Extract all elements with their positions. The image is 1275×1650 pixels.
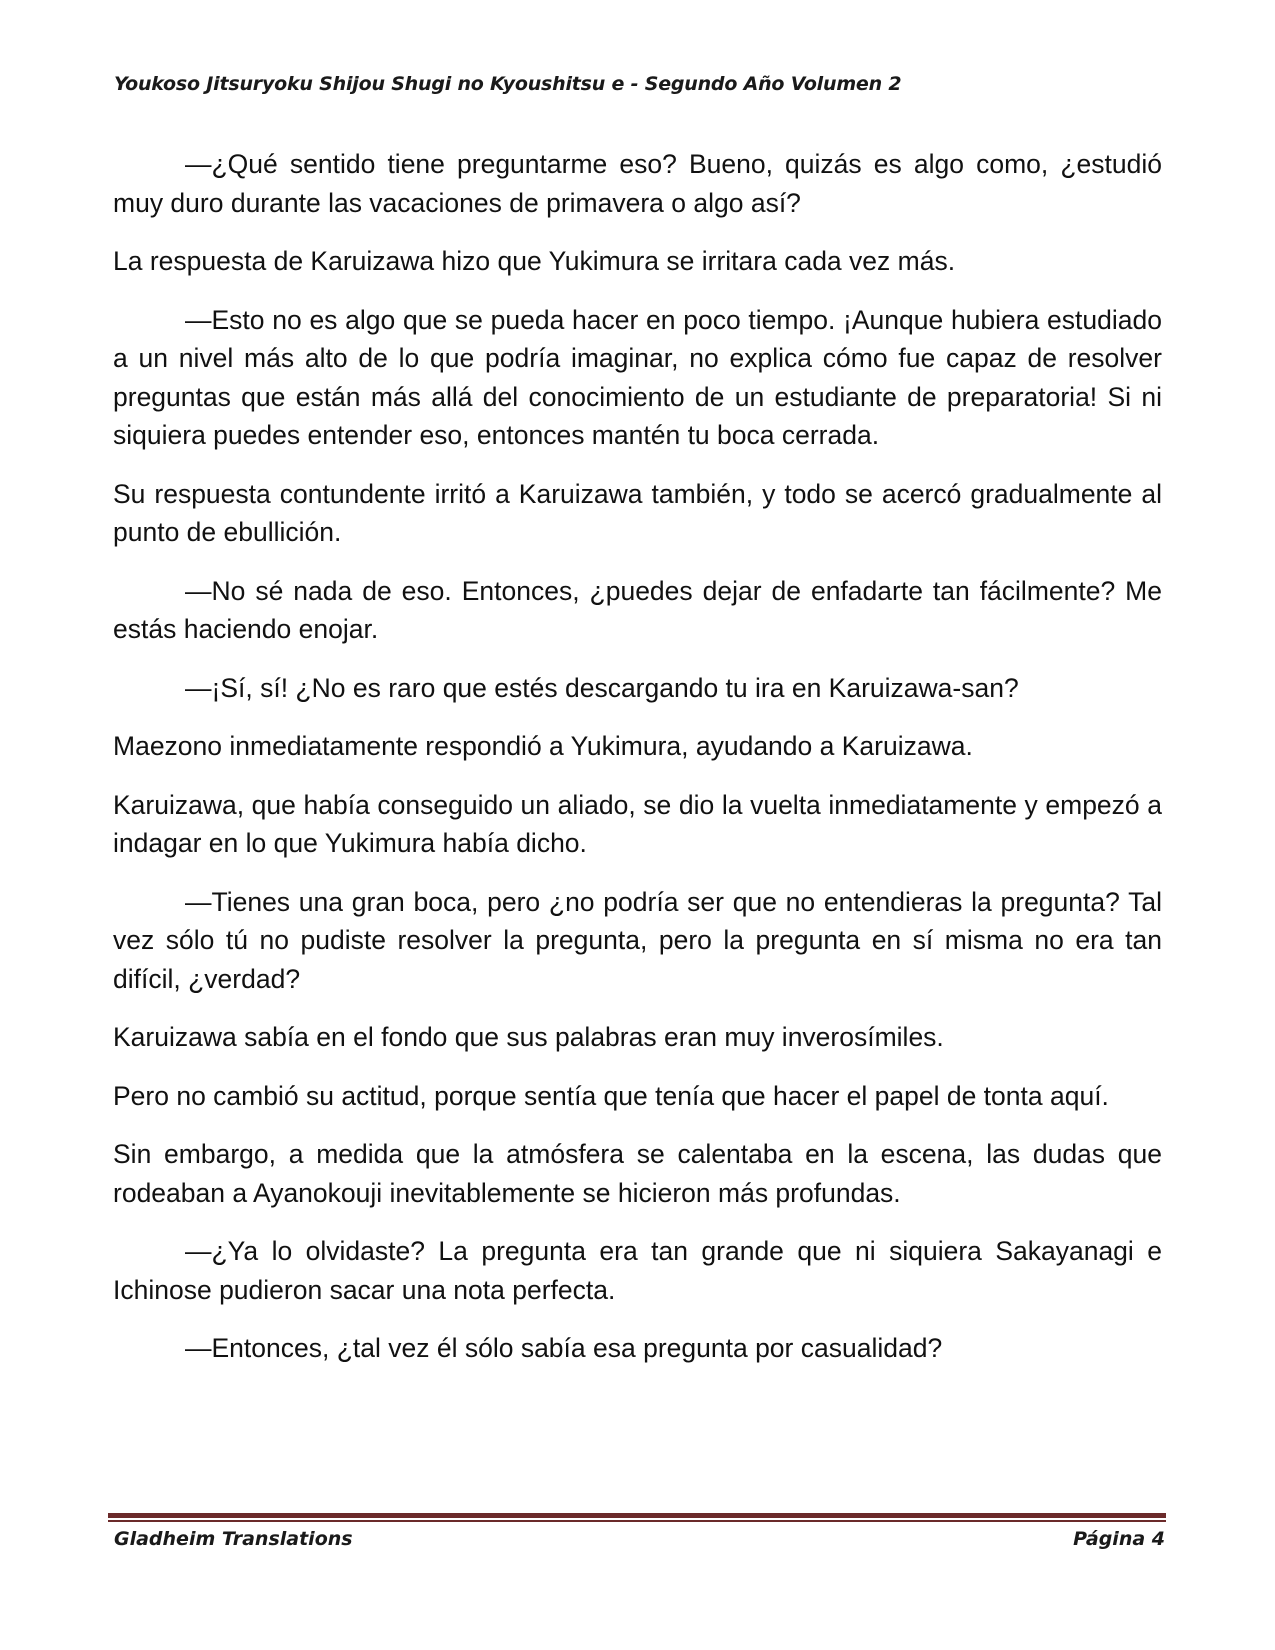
paragraph-dialogue: —¡Sí, sí! ¿No es raro que estés descargando tu ira en Karuizawa-san? <box>185 672 1019 703</box>
footer-page-number: Página 4 <box>1073 1528 1165 1550</box>
paragraph-narration: Maezono inmediatamente respondió a Yukimura, ayudando a Karuizawa. <box>113 731 973 761</box>
paragraph-narration: La respuesta de Karuizawa hizo que Yukimura se irritara cada vez más. <box>113 246 956 276</box>
paragraph-narration: Sin embargo, a medida que la atmósfera se calentaba en la escena, las dudas que rodeaban a Ayanokouji inevitablemente se hicieron más profundas. <box>113 1139 1162 1208</box>
footer-divider-thin <box>108 1520 1166 1522</box>
paragraph-narration: Karuizawa, que había conseguido un aliado, se dio la vuelta inmediatamente y empezó a indagar en lo que Yukimura había dicho. <box>113 789 1162 858</box>
footer-divider <box>108 1513 1166 1523</box>
paragraph-dialogue: —Esto no es algo que se pueda hacer en poco tiempo. ¡Aunque hubiera estudiado a un nivel más alto de lo que podría imaginar, no explica cómo fue capaz de resolver preguntas que están más allá del conocimiento de un estudiante de preparatoria! Si ni siquiera puedes entender eso, entonces mantén tu boca cerrada. <box>113 304 1162 450</box>
header-title: Youkoso Jitsuryoku Shijou Shugi no Kyoushitsu e - Segundo Año Volumen 2 <box>114 73 902 95</box>
paragraph-dialogue: —¿Qué sentido tiene preguntarme eso? Bueno, quizás es algo como, ¿estudió muy duro durante las vacaciones de primavera o algo así? <box>113 149 1162 218</box>
paragraph-dialogue: —Entonces, ¿tal vez él sólo sabía esa pregunta por casualidad? <box>185 1333 943 1363</box>
footer-divider-thick <box>108 1513 1166 1518</box>
paragraph-dialogue: —Tienes una gran boca, pero ¿no podría ser que no entendieras la pregunta? Tal vez sólo tú no pudiste resolver la pregunta, pero la pregunta en sí misma no era tan difícil, ¿verdad? <box>113 886 1162 994</box>
paragraph-narration: Su respuesta contundente irritó a Karuizawa también, y todo se acercó gradualmente al punto de ebullición. <box>113 478 1162 547</box>
footer-translator: Gladheim Translations <box>114 1528 353 1550</box>
paragraph-dialogue: —¿Ya lo olvidaste? La pregunta era tan grande que ni siquiera Sakayanagi e Ichinose pudieron sacar una nota perfecta. <box>113 1236 1162 1305</box>
body-text <box>113 145 1162 1388</box>
paragraph-narration: Pero no cambió su actitud, porque sentía que tenía que hacer el papel de tonta aquí. <box>113 1080 1109 1111</box>
paragraph-dialogue: —No sé nada de eso. Entonces, ¿puedes dejar de enfadarte tan fácilmente? Me estás haciendo enojar. <box>113 575 1162 644</box>
paragraph-narration: Karuizawa sabía en el fondo que sus palabras eran muy inverosímiles. <box>113 1022 944 1052</box>
